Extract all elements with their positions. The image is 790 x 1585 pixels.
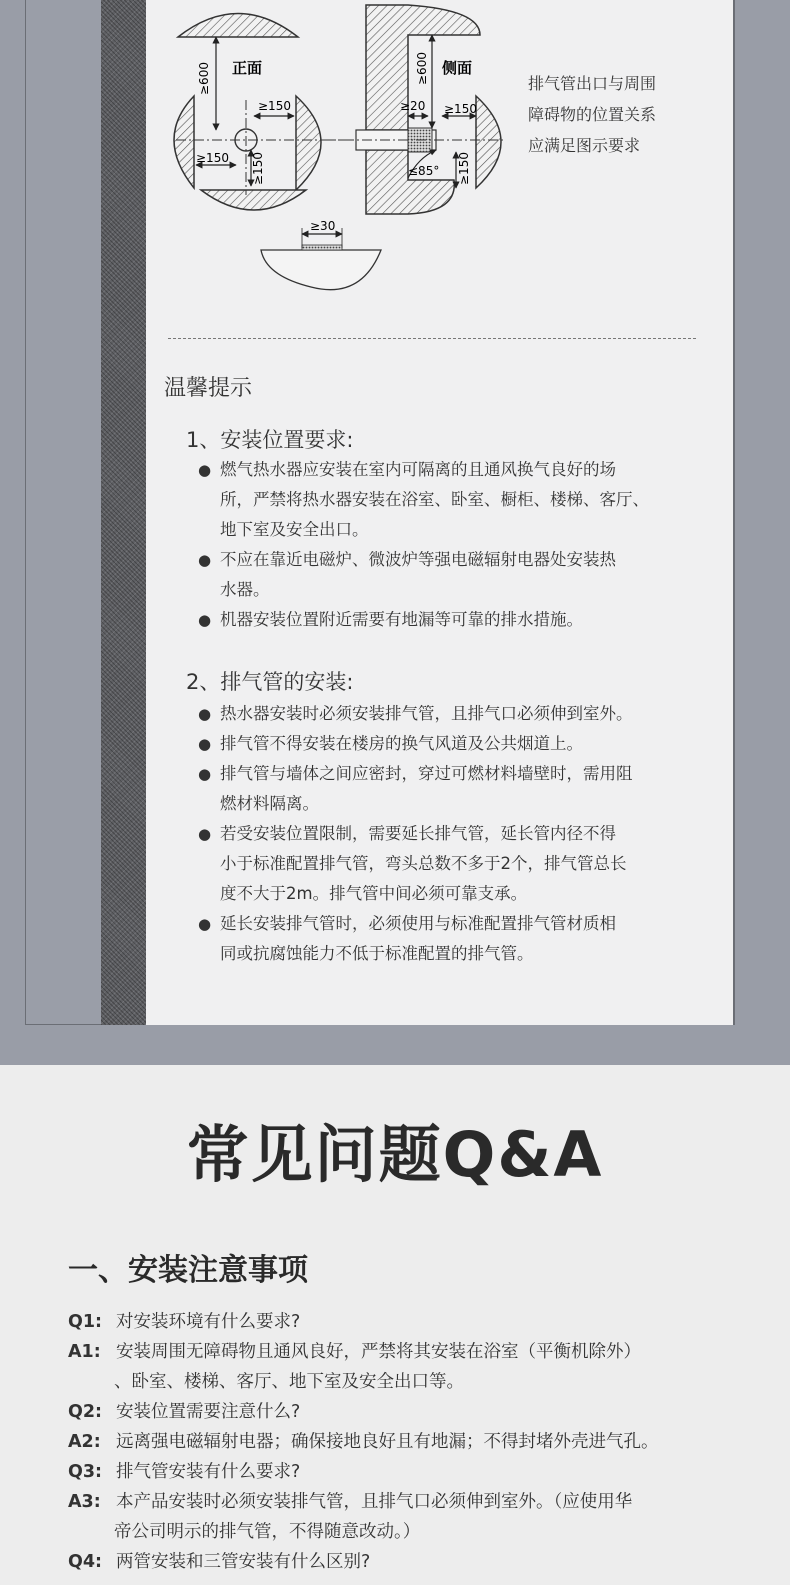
list-item: ● 不应在靠近电磁炉、微波炉等强电磁辐射电器处安装热 水器。 (198, 545, 698, 605)
bottom-dim-30: ≥30 (310, 219, 336, 233)
qa-question: Q2: 安装位置需要注意什么? (68, 1402, 301, 1422)
front-right-obstacle (296, 96, 321, 190)
note-line: 应满足图示要求 (528, 136, 641, 155)
front-view-label: 正面 (232, 59, 263, 77)
qa-subtitle: 一、安装注意事项 (68, 1253, 308, 1288)
list-item: ● 排气管与墙体之间应密封，穿过可燃材料墙壁时，需用阻 燃材料隔离。 (198, 759, 698, 819)
qa-question: Q4: 两管安装和三管安装有什么区别? (68, 1552, 371, 1572)
side-dim-85: ≤85° (408, 164, 440, 178)
section2-title: 2、排气管的安装: (186, 670, 354, 694)
side-wall-lower (366, 150, 454, 214)
front-dim-600: ≥600 (197, 62, 211, 95)
qa-title: 常见问题Q&A (186, 1118, 604, 1191)
note-line: 排气管出口与周围 (528, 74, 657, 93)
dashed-divider (168, 338, 696, 339)
list-item: ● 延长安装排气管时，必须使用与标准配置排气管材质相 同或抗腐蚀能力不低于标准配置的排气管。 (198, 909, 698, 969)
qa-answer-cont: 、卧室、楼梯、客厅、地下室及安全出口等。 (114, 1372, 464, 1392)
front-dim-150-vert: ≥150 (251, 152, 265, 185)
list-item: ● 机器安装位置附近需要有地漏等可靠的排水措施。 (198, 605, 698, 635)
section1-list (198, 455, 698, 635)
decorative-hatched-stripe (101, 0, 146, 1025)
qa-answer: A1: 安装周围无障碍物且通风良好，严禁将其安装在浴室（平衡机除外） (68, 1342, 641, 1362)
qa-answer-cont: 帝公司明示的排气管，不得随意改动。） (114, 1522, 421, 1542)
section2-list (198, 699, 698, 969)
note-line: 障碍物的位置关系 (528, 105, 657, 124)
front-dim-150-top: ≥150 (258, 99, 291, 113)
side-dim-20: ≥20 (400, 99, 426, 113)
side-view (326, 5, 506, 214)
section1-title: 1、安装位置要求: (186, 428, 354, 452)
bottom-view (261, 219, 381, 290)
front-view (174, 14, 386, 211)
front-bottom-obstacle (201, 190, 306, 210)
diagram-note (528, 68, 688, 161)
qa-question: Q3: 排气管安装有什么要求? (68, 1462, 301, 1482)
front-dim-150-left: ≥150 (196, 151, 229, 165)
front-top-obstacle (178, 14, 298, 38)
tips-title: 温馨提示 (164, 376, 253, 401)
side-right-obstacle (476, 96, 501, 188)
list-item: ● 排气管不得安装在楼房的换气风道及公共烟道上。 (198, 729, 698, 759)
guide-card (146, 0, 734, 1025)
qa-answer: A3: 本产品安装时必须安装排气管，且排气口必须伸到室外。（应使用华 (68, 1492, 633, 1512)
qa-answer: A2: 远离强电磁辐射电器；确保接地良好且有地漏；不得封堵外壳进气孔。 (68, 1432, 659, 1452)
list-item: ● 燃气热水器应安装在室内可隔离的且通风换气良好的场 所，严禁将热水器安装在浴室、卧室、橱柜、楼梯、客厅、 地下室及安全出口。 (198, 455, 698, 545)
qa-question: Q1: 对安装环境有什么要求? (68, 1312, 301, 1332)
list-item: ● 若受安装位置限制，需要延长排气管，延长管内径不得 小于标准配置排气管，弯头总数不多于2个，排气管总长 度不大于2m。排气管中间必须可靠支承。 (198, 819, 698, 909)
side-dim-150-vert: ≥150 (457, 152, 471, 185)
front-left-obstacle (174, 96, 194, 188)
side-dim-600: ≥600 (415, 52, 429, 85)
list-item: ● 热水器安装时必须安装排气管，且排气口必须伸到室外。 (198, 699, 698, 729)
side-view-label: 侧面 (442, 59, 473, 77)
qa-section (0, 1065, 790, 1585)
side-dim-150-top: ≥150 (444, 102, 477, 116)
